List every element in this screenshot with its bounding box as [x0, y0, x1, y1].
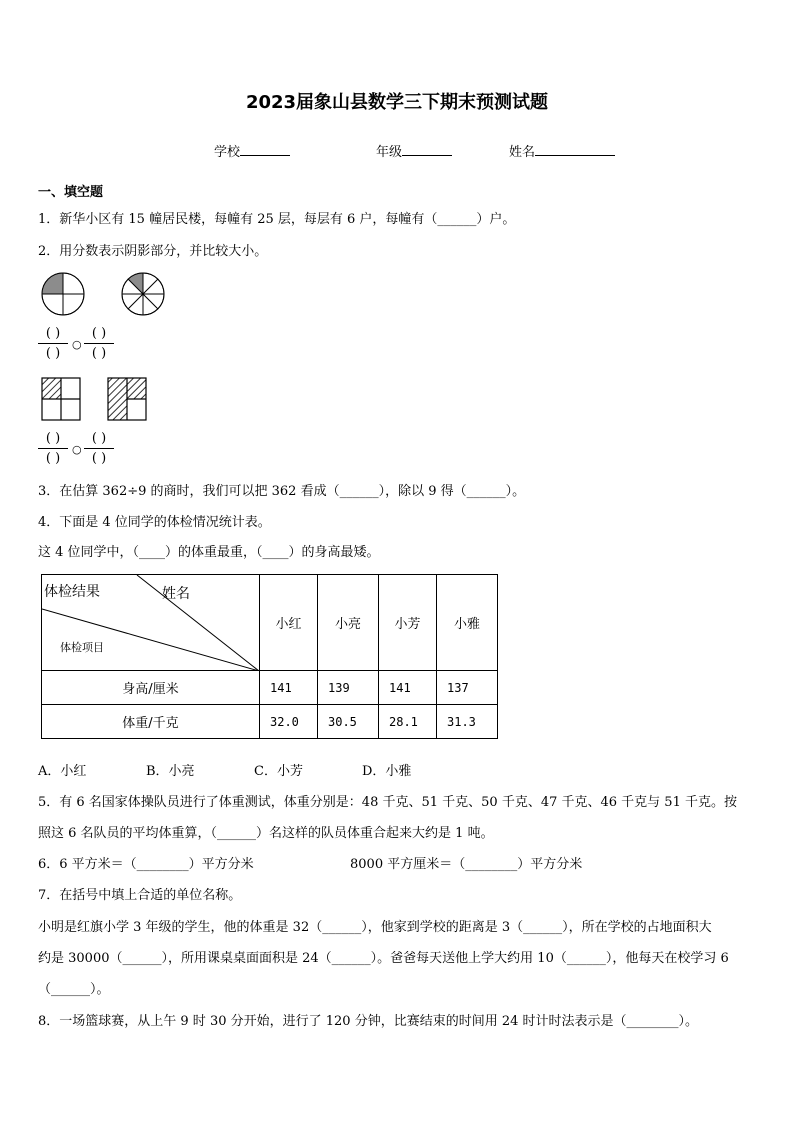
- table-cell: 28.1: [379, 705, 437, 739]
- section-heading: 一、填空题: [38, 185, 104, 200]
- fraction-bar: [84, 343, 114, 344]
- question-4: 4．下面是 4 位同学的体检情况统计表。: [38, 515, 271, 530]
- choices: [38, 760, 438, 779]
- numerator-blank[interactable]: ( ): [45, 326, 61, 341]
- corner-item-label: 体检项目: [60, 641, 104, 654]
- table-cell: 139: [318, 671, 379, 705]
- question-6-part1: 6．6 平方米＝（________）平方分米: [38, 857, 254, 872]
- page-title: 2023届象山县数学三下期末预测试题: [245, 92, 549, 113]
- name-blank[interactable]: [535, 143, 615, 156]
- grade-field: [376, 141, 452, 160]
- choice-b[interactable]: B．小亮: [146, 764, 195, 779]
- square-halves-figure: [108, 378, 146, 420]
- student-header: 小亮: [318, 575, 379, 671]
- denominator-blank[interactable]: ( ): [45, 451, 61, 466]
- square-figures: [38, 374, 158, 424]
- table-cell: 137: [437, 671, 498, 705]
- choice-c[interactable]: C．小芳: [254, 764, 303, 779]
- compare-circle[interactable]: ○: [72, 338, 82, 351]
- question-4-prompt: 这 4 位同学中，（____）的体重最重，（____）的身高最矮。: [38, 545, 380, 560]
- fraction-compare-1: [38, 325, 128, 365]
- corner-name-label: 姓名: [162, 586, 190, 602]
- question-5-line1: 5．有 6 名国家体操队员进行了体重测试，体重分别是：48 千克、51 千克、50 千克、47 千克、46 千克与 51 千克。按: [38, 795, 737, 810]
- numerator-blank[interactable]: ( ): [91, 431, 107, 446]
- table-cell: 31.3: [437, 705, 498, 739]
- circle-quarters-figure: [42, 273, 84, 315]
- question-8: 8．一场篮球赛，从上午 9 时 30 分开始，进行了 120 分钟，比赛结束的时间用 24 时计时法表示是（________）。: [38, 1014, 698, 1029]
- fraction-bar: [38, 343, 68, 344]
- row-label: 身高/厘米: [42, 671, 260, 705]
- numerator-blank[interactable]: ( ): [45, 431, 61, 446]
- health-stats-table: [41, 574, 498, 739]
- student-header: 小芳: [379, 575, 437, 671]
- fraction-bar: [84, 448, 114, 449]
- question-7-line1: 小明是红旗小学 3 年级的学生，他的体重是 32（______），他家到学校的距离是 3（______），所在学校的占地面积大: [38, 920, 712, 935]
- name-label: 姓名: [509, 145, 536, 160]
- table-header-row: [42, 575, 498, 671]
- choice-d[interactable]: D．小雅: [362, 764, 412, 779]
- question-5-line2: 照这 6 名队员的平均体重算，（______）名这样的队员体重合起来大约是 1 吨。: [38, 826, 494, 841]
- denominator-blank[interactable]: ( ): [45, 346, 61, 361]
- name-field: [509, 141, 615, 160]
- table-row: [42, 671, 498, 705]
- question-7-line3: （______）。: [38, 982, 110, 997]
- numerator-blank[interactable]: ( ): [91, 326, 107, 341]
- circle-eighths-figure: [122, 273, 164, 315]
- fraction-compare-2: [38, 430, 128, 470]
- question-7-line2: 约是 30000（______），所用课桌桌面面积是 24（______）。爸爸每天送他上学大约用 10（______），他每天在校学习 6: [38, 951, 729, 966]
- grade-blank[interactable]: [402, 143, 452, 156]
- school-label: 学校: [214, 145, 241, 160]
- square-quarters-figure: [42, 378, 80, 420]
- denominator-blank[interactable]: ( ): [91, 346, 107, 361]
- table-row: [42, 705, 498, 739]
- choice-a[interactable]: A．小红: [38, 764, 87, 779]
- question-2: 2．用分数表示阴影部分，并比较大小。: [38, 244, 268, 259]
- question-1: 1．新华小区有 15 幢居民楼，每幢有 25 层，每层有 6 户，每幢有（______）户。: [38, 212, 516, 227]
- school-field: [214, 141, 290, 160]
- compare-circle[interactable]: ○: [72, 443, 82, 456]
- fraction-bar: [38, 448, 68, 449]
- row-label: 体重/千克: [42, 705, 260, 739]
- student-header: 小雅: [437, 575, 498, 671]
- student-header: 小红: [260, 575, 318, 671]
- circle-figures: [38, 270, 178, 320]
- table-cell: 30.5: [318, 705, 379, 739]
- question-7: 7．在括号中填上合适的单位名称。: [38, 888, 242, 903]
- table-cell: 32.0: [260, 705, 318, 739]
- table-corner-cell: [42, 575, 260, 671]
- grade-label: 年级: [376, 145, 403, 160]
- table-cell: 141: [379, 671, 437, 705]
- school-blank[interactable]: [240, 143, 290, 156]
- question-3: 3．在估算 362÷9 的商时，我们可以把 362 看成（______），除以 9 得（______）。: [38, 484, 526, 499]
- corner-result-label: 体检结果: [44, 584, 100, 600]
- question-6-part2: 8000 平方厘米＝（________）平方分米: [350, 857, 583, 872]
- table-cell: 141: [260, 671, 318, 705]
- denominator-blank[interactable]: ( ): [91, 451, 107, 466]
